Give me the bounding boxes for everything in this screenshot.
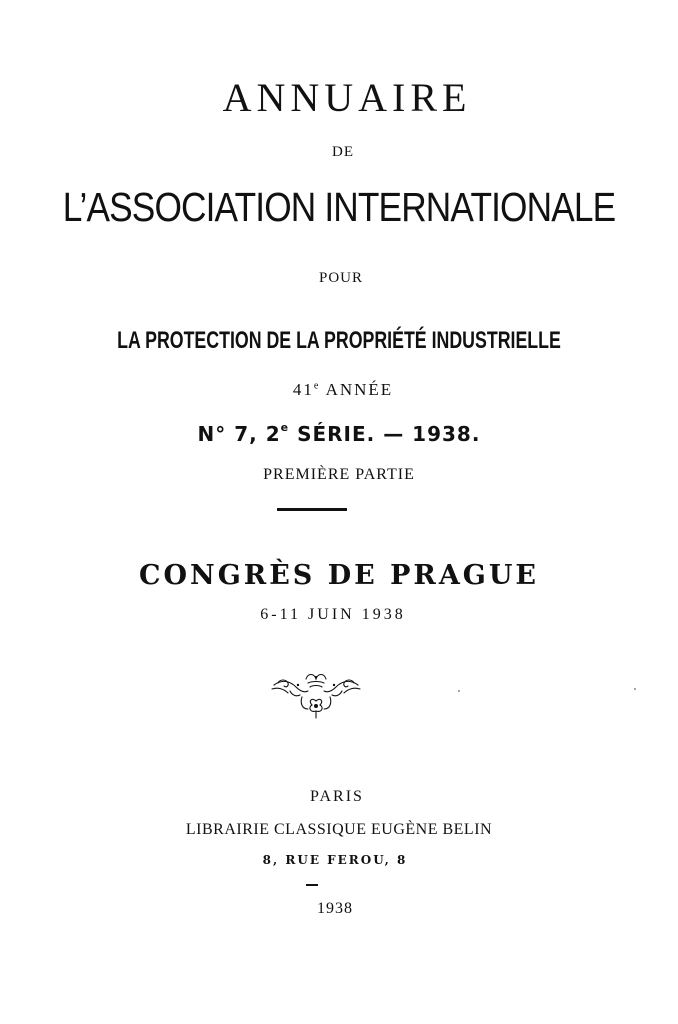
serie-rest: SÉRIE. — 1938.: [289, 422, 481, 446]
congress-title: CONGRÈS DE PRAGUE: [139, 560, 539, 591]
serie-number-sign: N°: [197, 422, 227, 446]
print-speck: [634, 688, 636, 690]
annee-superscript: e: [313, 380, 321, 392]
partie-text: PREMIÈRE PARTIE: [263, 466, 415, 483]
annee-number: 41: [292, 380, 314, 399]
protection-title: LA PROTECTION DE LA PROPRIÉTÉ INDUSTRIELLE: [117, 327, 561, 354]
annuaire-title: ANNUAIRE: [222, 75, 472, 120]
serie-superscript: e: [280, 421, 290, 434]
imprint-city: PARIS: [310, 788, 364, 805]
imprint-address: 8, RUE FEROU, 8: [262, 853, 408, 867]
imprint-year: 1938: [317, 900, 353, 917]
floral-vignette-icon: [268, 671, 364, 721]
print-speck: [458, 690, 460, 692]
serie-line: [0, 421, 678, 446]
section-divider: [277, 508, 347, 511]
de-text: DE: [332, 144, 354, 160]
annee-line: [4, 381, 678, 398]
congress-dates: 6-11 JUIN 1938: [260, 606, 406, 623]
serie-number: 7, 2: [226, 422, 281, 446]
pour-text: POUR: [318, 270, 363, 286]
annee-word: ANNÉE: [320, 380, 394, 399]
association-title: L’ASSOCIATION INTERNATIONALE: [62, 184, 616, 230]
imprint-publisher: LIBRAIRIE CLASSIQUE EUGÈNE BELIN: [185, 821, 493, 838]
imprint-divider: [306, 884, 318, 886]
